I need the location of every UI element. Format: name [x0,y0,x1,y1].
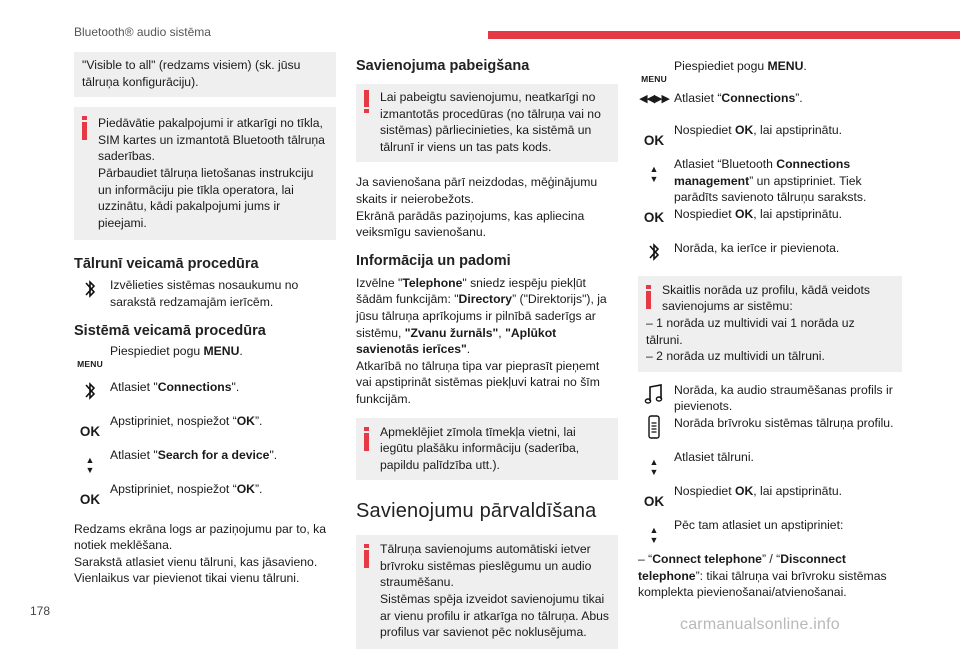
page-number: 178 [30,604,51,618]
ok-button-icon: OK [79,423,101,439]
system-step-connections: Atlasiet "Connections". [74,379,336,409]
manage-step-connected: Norāda, ka ierīce ir pievienota. [638,240,902,266]
management-text-1: Tālruņa savienojums automātiski ietver brīvroku sistēmas pieslēgumu un audio straumēšanu. [380,542,592,590]
heading-connection-end: Savienojuma pabeigšana [356,58,530,74]
up-down-arrows-icon: ▲ ▼ [649,456,659,477]
ok-button-icon: OK [643,209,665,225]
bluetooth-icon [74,277,106,306]
pairing-paragraph: Ja savienošana pārī neizdodas, mēģinājumu skaits ir neierobežots. Ekrānā parādās paziņojums, kas apliecina veiksmīgu savienošanu. [356,175,598,240]
up-down-arrows-icon: ▲ ▼ [649,524,659,545]
ok-button-icon: OK [79,491,101,507]
left-right-arrows-icon: ◀◀▶▶ [639,93,669,105]
system-step-search: ▲ ▼ Atlasiet "Search for a device". [85,447,278,475]
header-accent-bar [488,31,960,39]
heading-info-tips: Informācija un padomi [356,252,511,269]
visibility-text: "Visible to all" (redzams visiem) (sk. jūsu tālruņa konfigurāciju). [82,58,301,89]
manage-step-ok-1: OK Nospiediet OK, lai apstiprinātu. [643,123,843,148]
services-text-1: Piedāvātie pakalpojumi ir atkarīgi no tīkla, SIM kartes un izmantotā Bluetooth tālruņa saderības. [98,116,325,164]
info-icon [646,285,651,309]
column-1 [74,50,336,587]
info-box-services [74,107,336,240]
manage-step-select-confirm: ▲ ▼ Pēc tam atlasiet un apstipriniet: [649,517,844,545]
column-2 [356,50,618,659]
profile-box [638,276,902,372]
heading-system-procedure: Sistēmā veicamā procedūra [74,322,266,339]
manage-step-ok-3: OK Nospiediet OK, lai apstiprinātu. [643,483,843,509]
up-down-arrows-icon: ▲ ▼ [85,454,95,475]
connect-disconnect-option: – “Connect telephone” / “Disconnect telephone”: tikai tālruņa vai brīvroku sistēmas komplekta pievienošanai/atvienošanai. [638,551,887,600]
manage-step-connections: ◀◀▶▶ Atlasiet “Connections”. [638,90,902,118]
manage-step-ok-2: OK Nospiediet OK, lai apstiprinātu. [643,206,843,225]
info-icon [364,544,369,568]
info-box-visibility [74,52,336,97]
management-box [356,535,618,649]
up-down-arrows-icon: ▲ ▼ [649,164,659,184]
search-paragraph: Redzams ekrāna logs ar paziņojumu par to, ka notiek meklēšana. Sarakstā atlasiet vienu tālruni, kas jāsavieno. Vienlaikus var pievienot tikai vienu tālruni. [74,521,327,586]
watermark: carmanualsonline.info [680,616,840,633]
manage-step-bt-management: ▲ ▼ Atlasiet “Bluetooth Connections management” un apstipriniet. Tiek parādīts savienoto tālruņu saraksts. [649,157,867,205]
bluetooth-icon [638,240,670,269]
profile-text-2: – 1 norāda uz multividi vai 1 norāda uz tālruni. [646,315,855,347]
tip-box [356,418,618,481]
manage-step-audio-profile: Norāda, ka audio straumēšanas profils ir pievienots. [638,382,902,415]
bluetooth-icon [74,379,106,408]
manage-step-select-phone: ▲ ▼ Atlasiet tālruni. [649,449,754,477]
info-icon [364,427,369,451]
menu-button-icon: MENU [641,74,667,84]
phone-step [74,277,336,310]
manage-step-menu: MENU Piespiediet pogu MENU. [638,58,902,86]
manage-step-handsfree-profile: Norāda brīvroku sistēmas tālruņa profilu. [638,415,902,445]
phone-icon [638,415,670,444]
info-icon [82,116,87,140]
menu-button-icon: MENU [77,358,103,369]
management-text-2: Sistēmas spēja izveidot savienojumu tikai ar vienu profilu ir atkarīga no tālruņa. Abus profilus var savienot pēc noklusējuma. [380,592,609,640]
phone-step-text: Izvēlieties sistēmas nosaukumu no sarakstā redzamajām ierīcēm. [110,278,299,309]
system-step-ok-1: OK Apstipriniet, nospiežot “OK”. [79,413,263,439]
ok-button-icon: OK [643,133,665,148]
warning-icon [364,90,369,113]
running-header: Bluetooth® audio sistēma [74,25,211,39]
music-note-icon [638,382,670,411]
services-text-2: Pārbaudiet tālruņa lietošanas instrukciju un informāciju pie tīkla operatora, lai uzzinātu, kādi pakalpojumi jums ir pieejami. [98,165,314,230]
warning-text: Lai pabeigtu savienojumu, neatkarīgi no izmantotās procedūras (no tālruņa vai no sistēmas) pārliecinieties, ka sistēmā un tālrunī ir viens un tas pats kods. [380,90,601,154]
ok-button-icon: OK [643,493,665,509]
heading-phone-procedure: Tālrunī veicamā procedūra [74,256,259,273]
warning-box [356,84,618,162]
column-3 [638,50,902,601]
system-step-menu: MENU Piespiediet pogu MENU. [74,343,336,373]
tip-text: Apmeklējiet zīmola tīmekļa vietni, lai iegūtu plašāku informāciju (saderība, papildu palīdzība utt.). [380,424,580,472]
profile-text-3: – 2 norāda uz multividi un tālruni. [646,349,825,364]
heading-connection-management: Savienojumu pārvaldīšana [356,500,597,523]
info-paragraph: Izvēlne "Telephone" sniedz iespēju piekļūt šādām funkcijām: "Directory” ("Direktorijs"), ja jūsu tālruņa aprīkojums ir pilnībā saderīgs ar sistēmu, "Zvanu žurnāls", "Aplūkot savienotās ierīces". Atkarībā no tālruņa tipa var pieprasīt pieņemt vai apstiprināt sistēmas piekļuvi katrai no šīm funkcijām. [356,275,607,406]
system-step-ok-2: OK Apstipriniet, nospiežot “OK”. [79,481,263,507]
profile-text-1: Skaitlis norāda uz profilu, kādā veidots savienojums ar sistēmu: [662,282,870,314]
